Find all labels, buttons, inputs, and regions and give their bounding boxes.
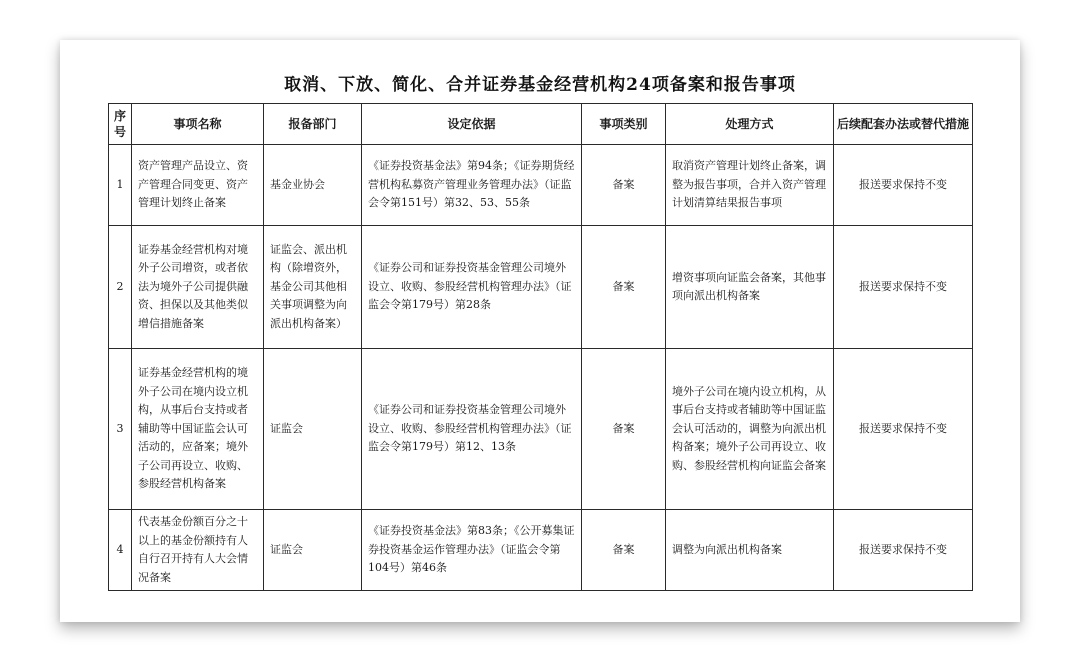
cell-handling: 取消资产管理计划终止备案，调整为报告事项，合并入资产管理计划清算结果报告事项 [666,145,834,226]
cell-handling: 调整为向派出机构备案 [666,510,834,591]
cell-seq: 2 [109,226,132,349]
header-followup: 后续配套办法或替代措施 [834,104,973,145]
table-header-row [109,104,973,145]
header-handling: 处理方式 [666,104,834,145]
cell-category: 备案 [582,226,666,349]
cell-handling: 境外子公司在境内设立机构，从事后台支持或者辅助等中国证监会认可活动的，调整为向派出机构备案；境外子公司再设立、收购、参股经营机构向证监会备案 [666,349,834,510]
table-row [109,349,973,510]
cell-legal-basis: 《证券公司和证券投资基金管理公司境外设立、收购、参股经营机构管理办法》（证监会令第179号）第12、13条 [362,349,582,510]
cell-followup: 报送要求保持不变 [834,226,973,349]
cell-legal-basis: 《证券投资基金法》第94条；《证券期货经营机构私募资产管理业务管理办法》（证监会令第151号）第32、53、55条 [362,145,582,226]
cell-seq: 3 [109,349,132,510]
filing-items-table [108,103,973,591]
cell-item-name: 资产管理产品设立、资产管理合同变更、资产管理计划终止备案 [132,145,264,226]
cell-legal-basis: 《证券投资基金法》第83条；《公开募集证券投资基金运作管理办法》（证监会令第104号）第46条 [362,510,582,591]
cell-followup: 报送要求保持不变 [834,510,973,591]
header-seq: 序号 [109,104,132,145]
document-page [60,40,1020,622]
cell-followup: 报送要求保持不变 [834,145,973,226]
cell-item-name: 证券基金经营机构对境外子公司增资，或者依法为境外子公司提供融资、担保以及其他类似增信措施备案 [132,226,264,349]
header-department: 报备部门 [264,104,362,145]
header-legal-basis: 设定依据 [362,104,582,145]
cell-category: 备案 [582,510,666,591]
cell-handling: 增资事项向证监会备案，其他事项向派出机构备案 [666,226,834,349]
cell-item-name: 证券基金经营机构的境外子公司在境内设立机构，从事后台支持或者辅助等中国证监会认可活动的，应备案；境外子公司再设立、收购、参股经营机构备案 [132,349,264,510]
header-category: 事项类别 [582,104,666,145]
cell-followup: 报送要求保持不变 [834,349,973,510]
cell-seq: 1 [109,145,132,226]
cell-department: 证监会 [264,349,362,510]
cell-department: 基金业协会 [264,145,362,226]
cell-item-name: 代表基金份额百分之十以上的基金份额持有人自行召开持有人大会情况备案 [132,510,264,591]
cell-category: 备案 [582,145,666,226]
cell-department: 证监会、派出机构（除增资外，基金公司其他相关事项调整为向派出机构备案） [264,226,362,349]
table-row [109,226,973,349]
cell-category: 备案 [582,349,666,510]
table-row [109,145,973,226]
cell-legal-basis: 《证券公司和证券投资基金管理公司境外设立、收购、参股经营机构管理办法》（证监会令第179号）第28条 [362,226,582,349]
cell-department: 证监会 [264,510,362,591]
document-title: 取消、下放、简化、合并证券基金经营机构24项备案和报告事项 [284,75,796,95]
table-row [109,510,973,591]
cell-seq: 4 [109,510,132,591]
header-item-name: 事项名称 [132,104,264,145]
